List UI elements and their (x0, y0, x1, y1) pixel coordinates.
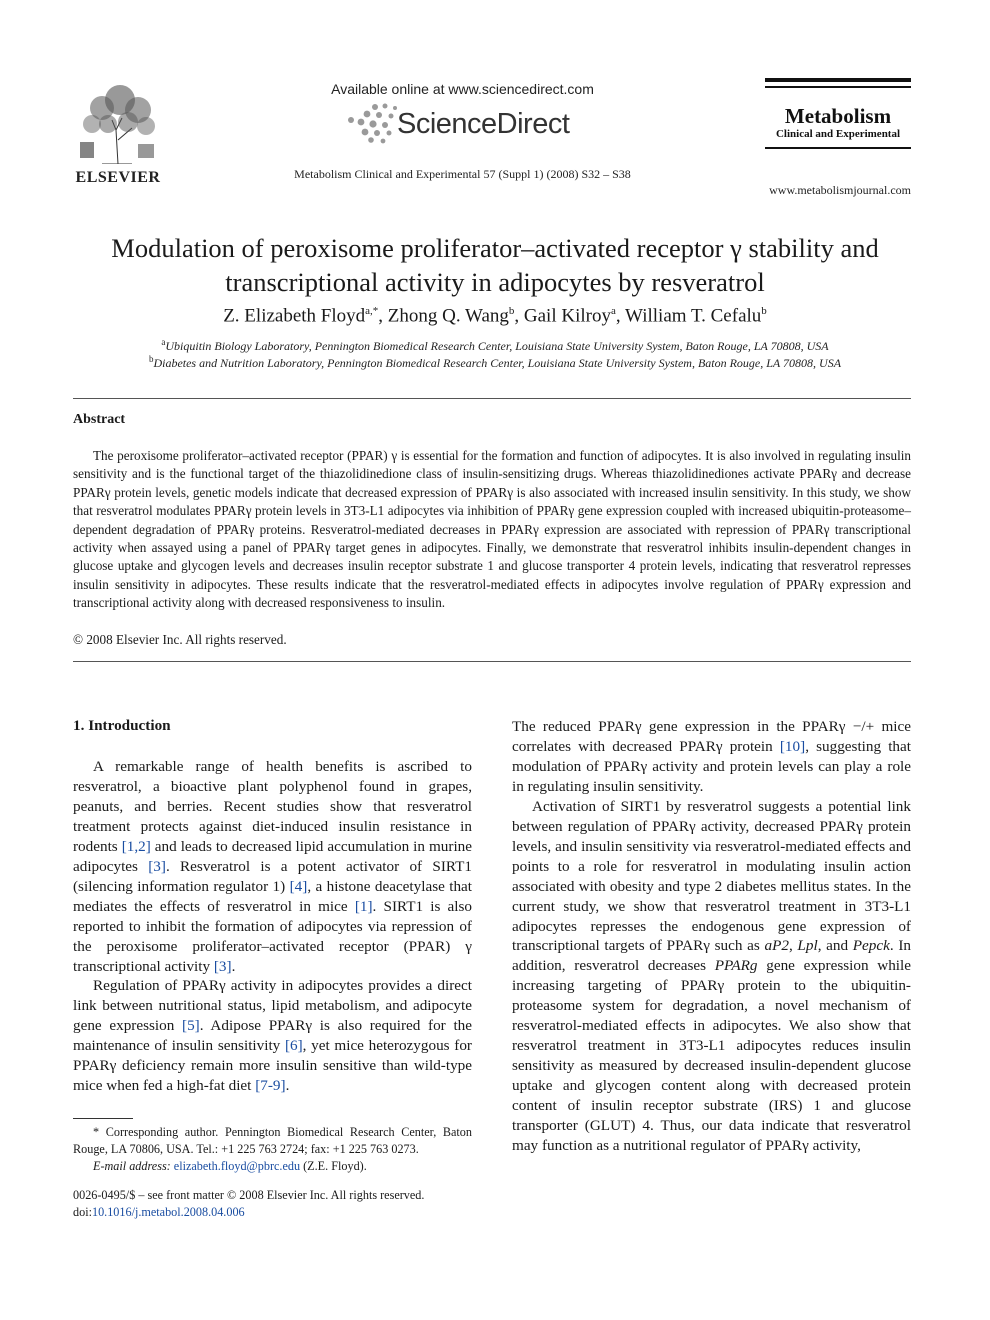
journal-url[interactable]: www.metabolismjournal.com (769, 183, 911, 197)
text-run: , (788, 937, 798, 955)
sciencedirect-wordmark: ScienceDirect (397, 108, 570, 140)
text-run: . (285, 1077, 290, 1095)
abstract-bottom-rule (73, 661, 911, 662)
author-name[interactable]: Gail Kilroy (523, 305, 611, 327)
author-name[interactable]: Z. Elizabeth Floyd (223, 305, 366, 327)
abstract-body: The peroxisome proliferator–activated receptor (PPAR) γ is essential for the formation and function of adipocytes. It is also involved in regulating insulin sensitivity and is the functional target of the thiazolidinedione class of insulin-sensitizing drugs. Whereas thiazolidinediones activate PPARγ and decrease PPARγ protein levels, genetic models indicate that decreased expression of PPARγ is also associated with increased insulin sensitivity. In this study, we show that resveratrol modulates PPARγ protein levels in 3T3-L1 adipocytes via inhibition of PPARγ gene expression coupled with increased ubiquitin-proteasome–dependent degradation of PPARγ proteins. Resveratrol-mediated decreases in PPARγ expression are associated with repression of PPARγ transcriptional activity when assayed using a panel of PPARγ target genes in adipocytes. Finally, we demonstrate that resveratrol inhibits insulin-dependent changes in glucose uptake and glycogen levels and decreases insulin receptor substrate 1 and glucose transporter 4 protein levels, indicating that resveratrol represses insulin sensitivity in adipocytes. These results indicate that the resveratrol-mediated effects in adipocytes involve regulation of PPARγ expression and transcriptional activity along with decreased responsiveness to insulin. (73, 448, 911, 611)
text-run: . Adipose PPARγ is also required for the maintenance of insulin sensitivity (73, 1017, 473, 1055)
affiliation-a (60, 337, 930, 354)
affiliation-text: Ubiquitin Biology Laboratory, Pennington Biomedical Research Center, Louisiana State University System, Baton Rouge, LA 70808, USA (165, 339, 829, 353)
abstract-heading: Abstract (73, 412, 126, 427)
issn-doi-block (73, 1187, 472, 1221)
elsevier-tree-icon (72, 80, 164, 164)
text-run: . (231, 957, 236, 975)
author-name[interactable]: Zhong Q. Wang (387, 305, 509, 327)
email-link[interactable]: elizabeth.floyd@pbrc.edu (173, 1159, 301, 1173)
affiliation-label: b (148, 354, 154, 364)
abstract-copyright: © 2008 Elsevier Inc. All rights reserved. (73, 632, 287, 647)
paragraph (73, 976, 472, 1096)
journal-name: Metabolism (784, 104, 892, 128)
footnote-text: Corresponding author. Pennington Biomedical Research Center, Baton Rouge, LA 70806, USA. Tel.: +1 225 763 2724; fax: +1 225 763 0273. (73, 1125, 472, 1156)
gene-name: Lpl (797, 937, 818, 955)
gene-name: PPARg (714, 957, 758, 975)
affiliation-label: a (161, 337, 166, 347)
author-affil-sup[interactable]: a,* (365, 305, 379, 317)
paragraph (512, 797, 911, 1156)
author-name[interactable]: William T. Cefalu (625, 305, 762, 327)
journal-masthead (765, 78, 911, 153)
text-run: Activation of SIRT1 by resveratrol suggests a potential link between regulation of PPARγ activity, decreased PPARγ protein levels, and insulin sensitivity via resveratrol-mediated effects and points to a role for resveratrol in modulating insulin action associated with obesity and type 2 diabetes mellitus states. In the current study, we show that resveratrol treatment in 3T3-L1 adipocytes represses the endogenous gene expression of transcriptional targets of PPARγ such as (512, 797, 911, 955)
email-label: E-mail address: (93, 1159, 171, 1173)
paragraph (73, 757, 472, 976)
footnote-rule (73, 1118, 133, 1119)
sciencedirect-logo (345, 102, 585, 146)
footnote-star: * (93, 1125, 100, 1139)
abstract-top-rule (73, 398, 911, 399)
journal-citation: Metabolism Clinical and Experimental 57 (Suppl 1) (2008) S32 – S38 (294, 167, 631, 181)
text-run: , and (817, 937, 853, 955)
text-run: A remarkable range of health benefits is ascribed to resveratrol, a bioactive plant polyphenol found in grapes, peanuts, and berries. Recent studies show that resveratrol treatment protects against diet-induced insulin resistance in rodents (73, 758, 472, 855)
article-title (60, 231, 930, 299)
text-run: , suggesting that modulation of PPARγ activity and protein levels can play a role in regulating insulin sensitivity. (512, 737, 911, 795)
journal-subtitle: Clinical and Experimental (775, 128, 901, 140)
masthead-rule-thick (765, 78, 911, 82)
elsevier-logo (72, 80, 164, 186)
gene-name: aP2 (764, 937, 789, 955)
author-affil-sup[interactable]: a (610, 305, 616, 317)
affiliation-text: Diabetes and Nutrition Laboratory, Pennington Biomedical Research Center, Louisiana State University System, Baton Rouge, LA 70808, USA (153, 356, 842, 370)
title-line-1: Modulation of peroxisome proliferator–activated receptor γ stability and (111, 233, 879, 263)
text-run: gene expression while increasing targeting of PPARγ protein to the ubiquitin-proteasome system for degradation, a novel mechanism of resveratrol-mediated effects in adipocytes. We also show that resveratrol treatment in 3T3-L1 adipocytes reduces insulin sensitivity as measured by decreased insulin-dependent glucose uptake and glycogen content along with decreased protein content of insulin receptor substrate (IRS) 1 and glucose transporter (GLUT) 4. Thus, our data indicate that resveratrol may function as a nutritional regulator of PPARγ activity, (512, 957, 911, 1155)
citation-link[interactable]: [3] (148, 857, 166, 875)
text-run: . In addition, resveratrol decreases (512, 937, 912, 975)
doi-line (73, 1204, 472, 1221)
citation-link[interactable]: [3] (213, 957, 232, 975)
author-affil-sup[interactable]: b (761, 305, 767, 317)
text-run: and leads to decreased lipid accumulation in murine adipocytes (73, 837, 472, 875)
corresponding-author-footnote (73, 1124, 472, 1175)
text-run: . SIRT1 is also reported to inhibit the formation of adipocytes via repression of the peroxisome proliferator–activated receptor (PPAR) γ transcriptional activity (73, 897, 473, 975)
citation-link[interactable]: [10] (779, 737, 806, 755)
sciencedirect-dots-icon (345, 102, 401, 146)
title-line-2: transcriptional activity in adipocytes by resveratrol (225, 267, 765, 297)
email-suffix: (Z.E. Floyd). (300, 1159, 367, 1173)
publisher-name: ELSEVIER (75, 169, 161, 186)
text-run: Regulation of PPARγ activity in adipocytes provides a direct link between nutritional status, lipid metabolism, and adipocyte gene expression (73, 977, 472, 1035)
section-heading-introduction: 1. Introduction (73, 717, 171, 734)
citation-link[interactable]: [6] (284, 1037, 303, 1055)
footnote-corresponding (73, 1124, 472, 1158)
issn-line: 0026-0495/$ – see front matter © 2008 Elsevier Inc. All rights reserved. (73, 1188, 425, 1202)
citation-link[interactable]: [1,2] (121, 837, 151, 855)
paragraph (512, 717, 911, 797)
citation-link[interactable]: [1] (354, 897, 373, 915)
citation-link[interactable]: [4] (289, 877, 308, 895)
doi-link[interactable]: 10.1016/j.metabol.2008.04.006 (91, 1205, 245, 1219)
text-run: The reduced PPARγ gene expression in the PPARγ −/+ mice correlates with decreased PPARγ protein (512, 718, 911, 755)
author-list: Z. Elizabeth Floyd$^{a,*}$, Zhong Q. Wang$^b$, Gail Kilroy$^a$, William T. Cefalu$^b$ (223, 305, 767, 327)
affiliation-b (60, 354, 930, 371)
available-online-text: Available online at www.sciencedirect.com (331, 81, 594, 97)
gene-name: Pepck (852, 937, 890, 955)
left-column (73, 757, 472, 1096)
author-affil-sup[interactable]: b (508, 305, 515, 317)
text-run: , yet mice heterozygous for PPARγ deficiency remain more insulin sensitive than wild-type mice when fed a high-fat diet (73, 1037, 472, 1095)
masthead-rule-thin (765, 86, 911, 88)
doi-label: doi: (73, 1205, 92, 1219)
text-run: , a histone deacetylase that mediates the effects of resveratrol in mice (73, 877, 473, 915)
footnote-email (73, 1158, 472, 1175)
citation-link[interactable]: [7-9] (255, 1077, 286, 1095)
citation-link[interactable]: [5] (182, 1017, 200, 1035)
right-column (512, 717, 911, 1156)
masthead-rule-bottom (765, 147, 911, 149)
text-run: . Resveratrol is a potent activator of SIRT1 (silencing information regulator 1) (73, 857, 472, 895)
